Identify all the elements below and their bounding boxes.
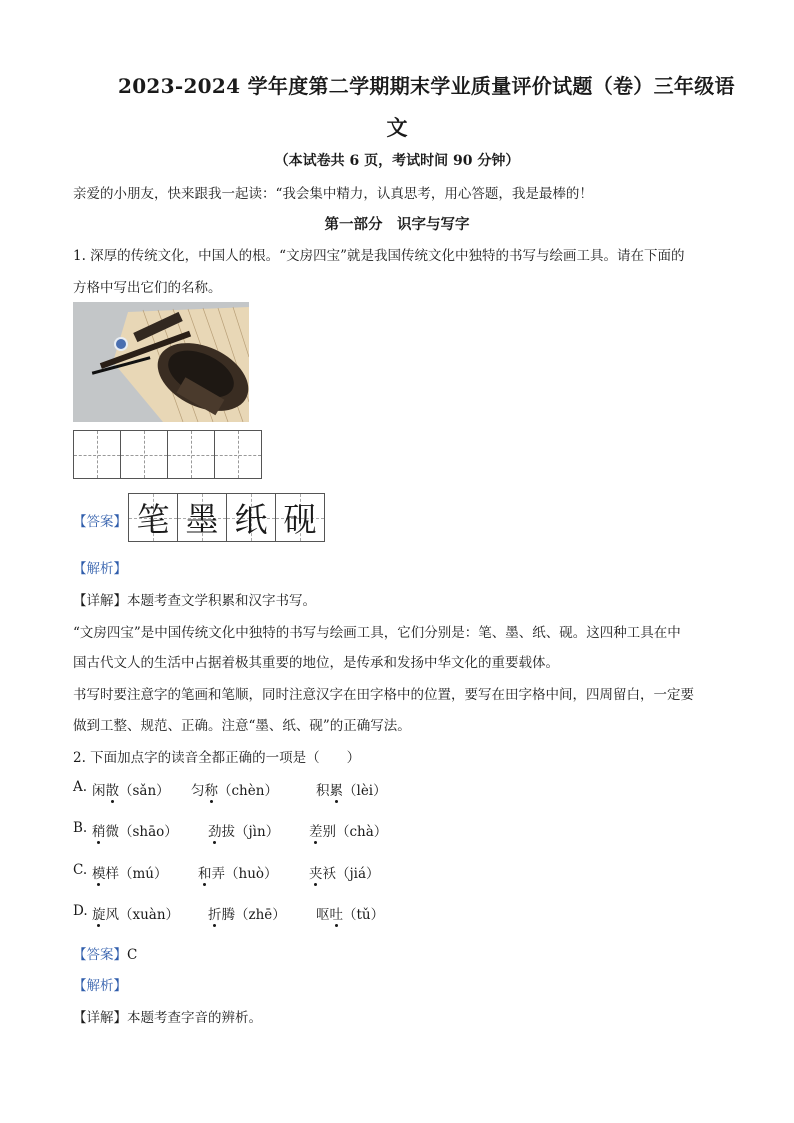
answer-cell: 纸 (226, 493, 276, 542)
exam-title: 2023-2024 学年度第二学期期末学业质量评价试题（卷）三年级语 (118, 74, 735, 98)
q1-stem-line2: 方格中写出它们的名称。 (73, 280, 222, 296)
q2-detail: 【详解】本题考查字音的辨析。 (73, 1010, 262, 1026)
answer-cell: 墨 (177, 493, 227, 542)
q2-stem: 2. 下面加点字的读音全都正确的一项是（ ） (73, 750, 361, 766)
q1-para2-line2: 做到工整、规范、正确。注意“墨、纸、砚”的正确写法。 (73, 718, 411, 734)
exam-title-line2: 文 (386, 115, 408, 140)
q1-answer-label: 【答案】 (73, 514, 127, 530)
grid-cell[interactable] (214, 430, 262, 479)
q2-answer: 【答案】C (73, 947, 138, 963)
q1-detail: 【详解】本题考查文学积累和汉字书写。 (73, 593, 316, 609)
q1-para1-line1: “文房四宝”是中国传统文化中独特的书写与绘画工具，它们分别是：笔、墨、纸、砚。这四种工具在中 (73, 625, 681, 641)
grid-cell[interactable] (167, 430, 215, 479)
q1-stem-line1: 1. 深厚的传统文化，中国人的根。“文房四宝”就是我国传统文化中独特的书写与绘画工具。请在下面的 (73, 248, 685, 264)
q1-para2-line1: 书写时要注意字的笔画和笔顺，同时注意汉字在田字格中的位置，要写在田字格中间，四周留白，一定要 (73, 687, 694, 703)
q2-analysis-label: 【解析】 (73, 978, 127, 994)
four-treasures-photo (73, 302, 249, 422)
intro-text: 亲爱的小朋友，快来跟我一起读：“我会集中精力，认真思考，用心答题，我是最棒的！ (73, 186, 593, 202)
answer-grid (128, 493, 324, 542)
grid-cell[interactable] (120, 430, 168, 479)
q1-analysis-label: 【解析】 (73, 561, 127, 577)
answer-cell: 笔 (128, 493, 178, 542)
answer-cell: 砚 (275, 493, 325, 542)
grid-cell[interactable] (73, 430, 121, 479)
writing-grid (73, 430, 261, 479)
q1-para1-line2: 国古代文人的生活中占据着极其重要的地位，是传承和发扬中华文化的重要载体。 (73, 655, 559, 671)
exam-subtitle: （本试卷共 6 页，考试时间 90 分钟） (274, 153, 520, 169)
section-heading: 第一部分 识字与写字 (324, 216, 470, 233)
